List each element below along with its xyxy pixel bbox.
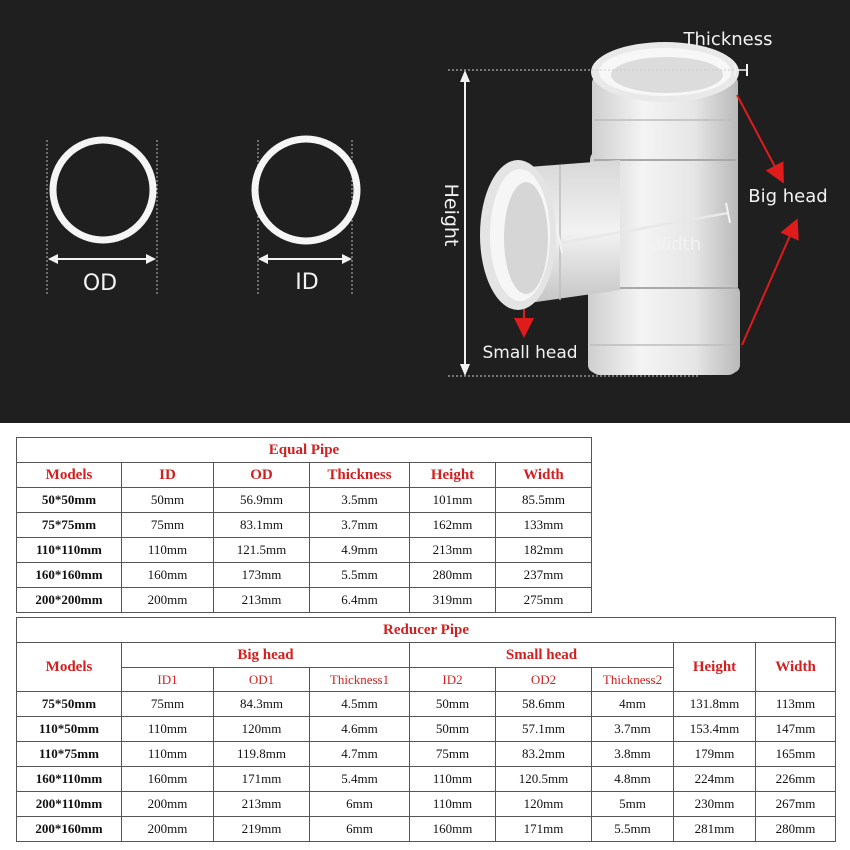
table-cell: 213mm [214, 588, 310, 613]
table-cell: 160mm [122, 767, 214, 792]
table-row [17, 692, 836, 717]
table-cell: 213mm [214, 792, 310, 817]
table-cell: 224mm [674, 767, 756, 792]
table-cell: 4.8mm [592, 767, 674, 792]
pipe-diagram [0, 0, 850, 423]
table-cell: 133mm [496, 513, 592, 538]
table-cell: 5.4mm [310, 767, 410, 792]
model-cell: 110*110mm [17, 538, 122, 563]
models-header: Models [17, 643, 122, 692]
table-row [17, 742, 836, 767]
table-cell: 110mm [122, 717, 214, 742]
height-header: Height [674, 643, 756, 692]
table-cell: 120mm [214, 717, 310, 742]
table-cell: 171mm [496, 817, 592, 842]
table-cell: 75mm [122, 692, 214, 717]
table-cell: 171mm [214, 767, 310, 792]
table-cell: 280mm [756, 817, 836, 842]
table-cell: 75mm [122, 513, 214, 538]
column-header: ID2 [410, 668, 496, 692]
width-header: Width [756, 643, 836, 692]
table-cell: 56.9mm [214, 488, 310, 513]
table-cell: 85.5mm [496, 488, 592, 513]
table-cell: 110mm [410, 792, 496, 817]
table-cell: 4mm [592, 692, 674, 717]
table-cell: 3.7mm [592, 717, 674, 742]
column-header: Thickness [310, 463, 410, 488]
model-cell: 110*75mm [17, 742, 122, 767]
small-head-header: Small head [410, 643, 674, 668]
table-cell: 4.7mm [310, 742, 410, 767]
column-header: Width [496, 463, 592, 488]
table-row [17, 538, 592, 563]
big-head-label: Big head [748, 186, 828, 207]
equal-pipe-table [16, 437, 592, 613]
table-row [17, 817, 836, 842]
big-head-arrows [737, 95, 796, 345]
height-label: Height [440, 183, 462, 247]
table-cell: 6.4mm [310, 588, 410, 613]
equal-pipe-title: Equal Pipe [17, 438, 592, 463]
table-cell: 160mm [122, 563, 214, 588]
big-head-header: Big head [122, 643, 410, 668]
table-cell: 3.5mm [310, 488, 410, 513]
table-cell: 110mm [122, 538, 214, 563]
table-cell: 84.3mm [214, 692, 310, 717]
reducer-header-row [17, 643, 836, 668]
column-header: Thickness2 [592, 668, 674, 692]
table-cell: 160mm [410, 817, 496, 842]
reducer-pipe-title: Reducer Pipe [17, 618, 836, 643]
table-row [17, 488, 592, 513]
id-label: ID [295, 270, 319, 295]
table-cell: 3.7mm [310, 513, 410, 538]
table-cell: 50mm [410, 717, 496, 742]
table-cell: 113mm [756, 692, 836, 717]
equal-pipe-header-row [17, 463, 592, 488]
table-cell: 120.5mm [496, 767, 592, 792]
table-cell: 237mm [496, 563, 592, 588]
product-hero [0, 0, 850, 423]
table-row [17, 717, 836, 742]
model-cell: 160*160mm [17, 563, 122, 588]
table-row [17, 513, 592, 538]
table-cell: 165mm [756, 742, 836, 767]
table-cell: 267mm [756, 792, 836, 817]
table-cell: 119.8mm [214, 742, 310, 767]
table-cell: 173mm [214, 563, 310, 588]
table-cell: 275mm [496, 588, 592, 613]
model-cell: 200*160mm [17, 817, 122, 842]
od-label: OD [82, 271, 118, 296]
table-cell: 226mm [756, 767, 836, 792]
table-cell: 110mm [122, 742, 214, 767]
table-cell: 4.5mm [310, 692, 410, 717]
table-row [17, 588, 592, 613]
table-cell: 57.1mm [496, 717, 592, 742]
column-header: OD2 [496, 668, 592, 692]
table-cell: 110mm [410, 767, 496, 792]
table-cell: 213mm [410, 538, 496, 563]
table-cell: 162mm [410, 513, 496, 538]
table-cell: 120mm [496, 792, 592, 817]
table-cell: 182mm [496, 538, 592, 563]
table-cell: 200mm [122, 588, 214, 613]
table-row [17, 767, 836, 792]
table-cell: 101mm [410, 488, 496, 513]
model-cell: 75*50mm [17, 692, 122, 717]
small-head-label: Small head [482, 343, 578, 363]
model-cell: 75*75mm [17, 513, 122, 538]
table-cell: 3.8mm [592, 742, 674, 767]
table-cell: 4.6mm [310, 717, 410, 742]
table-cell: 319mm [410, 588, 496, 613]
table-cell: 50mm [122, 488, 214, 513]
table-cell: 200mm [122, 817, 214, 842]
model-cell: 200*110mm [17, 792, 122, 817]
table-cell: 5.5mm [310, 563, 410, 588]
table-cell: 219mm [214, 817, 310, 842]
table-cell: 75mm [410, 742, 496, 767]
model-cell: 50*50mm [17, 488, 122, 513]
thickness-label: Thickness [683, 29, 773, 50]
table-cell: 147mm [756, 717, 836, 742]
table-cell: 6mm [310, 792, 410, 817]
table-cell: 5mm [592, 792, 674, 817]
table-row [17, 563, 592, 588]
column-header: OD [214, 463, 310, 488]
table-cell: 280mm [410, 563, 496, 588]
column-header: Height [410, 463, 496, 488]
model-cell: 200*200mm [17, 588, 122, 613]
table-cell: 230mm [674, 792, 756, 817]
table-cell: 4.9mm [310, 538, 410, 563]
table-cell: 58.6mm [496, 692, 592, 717]
table-row [17, 792, 836, 817]
table-cell: 179mm [674, 742, 756, 767]
tee-pipe-icon [480, 42, 740, 375]
table-cell: 281mm [674, 817, 756, 842]
column-header: ID1 [122, 668, 214, 692]
table-cell: 153.4mm [674, 717, 756, 742]
column-header: OD1 [214, 668, 310, 692]
table-cell: 121.5mm [214, 538, 310, 563]
reducer-pipe-table [16, 617, 836, 842]
column-header: ID [122, 463, 214, 488]
model-cell: 110*50mm [17, 717, 122, 742]
table-cell: 6mm [310, 817, 410, 842]
table-cell: 200mm [122, 792, 214, 817]
model-cell: 160*110mm [17, 767, 122, 792]
table-cell: 5.5mm [592, 817, 674, 842]
table-cell: 83.1mm [214, 513, 310, 538]
column-header: Models [17, 463, 122, 488]
table-cell: 131.8mm [674, 692, 756, 717]
table-cell: 83.2mm [496, 742, 592, 767]
column-header: Thickness1 [310, 668, 410, 692]
width-label: Width [648, 234, 702, 255]
table-cell: 50mm [410, 692, 496, 717]
